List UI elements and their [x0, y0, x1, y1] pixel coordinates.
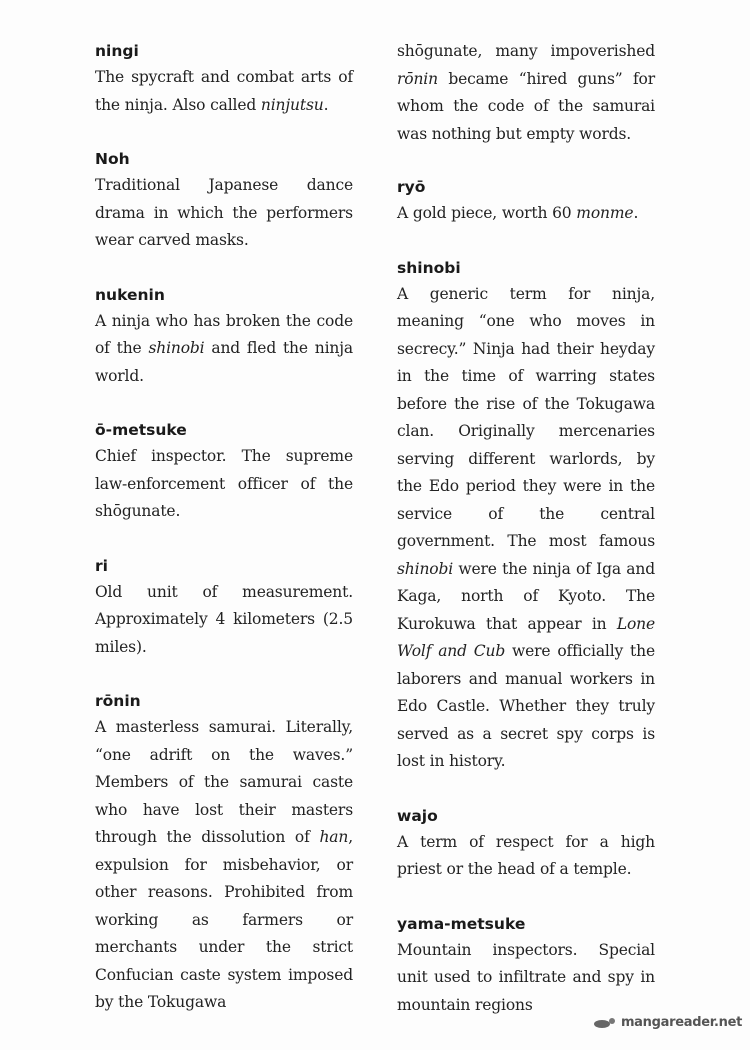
- definition-text: A gold piece, worth 60: [397, 204, 577, 222]
- definition-text: .: [323, 95, 329, 114]
- glossary-entry: [95, 146, 353, 255]
- definition-text: Mountain inspectors. Special unit used to infiltrate and spy in mountain regions: [397, 940, 655, 1014]
- watermark: [593, 1015, 742, 1030]
- definition-text: , expulsion for misbehavior, or other reasons. Prohibited from working as farmers or merchants under the strict Confucian caste system imposed by the Tokugawa: [95, 828, 353, 1011]
- glossary-definition: [95, 579, 353, 662]
- watermark-text: mangareader.net: [620, 1015, 742, 1030]
- glossary-column-left: [95, 38, 353, 1044]
- definition-text: A ninja who has broken the code of the: [95, 311, 353, 357]
- definition-text: and fled the ninja world.: [95, 339, 353, 385]
- glossary-term: rōnin: [95, 692, 141, 710]
- definition-text: Chief inspector. The supreme law-enforcement officer of the shōgunate.: [95, 447, 353, 520]
- watermark-logo-icon: [593, 1017, 619, 1029]
- glossary-definition: [95, 443, 353, 526]
- definition-text: The spycraft and combat arts of the ninja. Also called: [95, 68, 353, 114]
- glossary-definition: [397, 829, 655, 884]
- glossary-definition: [397, 937, 655, 1020]
- glossary-entry: [95, 688, 353, 1017]
- italic-term: monme: [576, 204, 634, 222]
- definition-text: Old unit of measurement. Approximately 4 kilometers (2.5 miles).: [95, 582, 353, 656]
- glossary-entry: [95, 553, 353, 662]
- glossary-term: ō-metsuke: [95, 421, 187, 439]
- glossary-term: yama-metsuke: [397, 914, 526, 933]
- definition-text: were officially the laborers and manual workers in Edo Castle. Whether they truly served as a secret spy corps is lost in history.: [397, 642, 655, 770]
- glossary-entry: [397, 255, 655, 776]
- italic-term: ninjutsu: [260, 95, 324, 114]
- definition-text: A term of respect for a high priest or the head of a temple.: [397, 832, 655, 878]
- glossary-term: nukenin: [95, 285, 165, 304]
- glossary-entry: [397, 803, 655, 884]
- definition-text: A generic term for ninja, meaning “one who moves in secrecy.” Ninja had their heyday in the time of warring states before the rise of the Tokugawa clan. Originally mercenaries serving different warlords, by the Edo period they were in the service of the central government. The most famous: [397, 284, 655, 550]
- definition-text: were the ninja of Iga and Kaga, north of Kyoto. The Kurokuwa that appear in: [397, 559, 655, 633]
- definition-text: .: [633, 204, 639, 222]
- glossary-definition: [95, 64, 353, 119]
- glossary-definition: [95, 172, 353, 255]
- glossary-definition: [95, 714, 353, 1017]
- glossary-entry: [95, 38, 353, 119]
- continued-definition: [397, 38, 655, 148]
- glossary-term: ryō: [397, 178, 426, 196]
- definition-text: became “hired guns” for whom the code of the samurai was nothing but empty words.: [397, 69, 655, 143]
- italic-term: shinobi: [148, 339, 205, 357]
- definition-text: Traditional Japanese dance drama in which the performers wear carved masks.: [95, 176, 353, 249]
- glossary-definition: [397, 200, 655, 228]
- italic-term: rōnin: [397, 69, 438, 88]
- glossary-entry: [95, 417, 353, 526]
- italic-term: shinobi: [397, 559, 454, 578]
- italic-term: han: [319, 828, 349, 846]
- italic-term: Lone Wolf and Cub: [397, 614, 655, 660]
- glossary-column-right: [397, 38, 655, 1046]
- glossary-entry: [397, 911, 655, 1020]
- glossary-term: shinobi: [397, 258, 461, 277]
- glossary-term: ningi: [95, 42, 139, 60]
- glossary-term: Noh: [95, 150, 130, 168]
- glossary-term: wajo: [397, 806, 438, 825]
- definition-text: shōgunate, many impoverished: [397, 42, 655, 60]
- glossary-term: ri: [95, 556, 108, 575]
- glossary-definition: [397, 281, 655, 776]
- glossary-definition: [95, 308, 353, 391]
- glossary-entry: [95, 282, 353, 391]
- glossary-entry: [397, 174, 655, 228]
- definition-text: A masterless samurai. Literally, “one adrift on the waves.” Members of the samurai caste who have lost their masters through the dissolution of: [95, 718, 353, 846]
